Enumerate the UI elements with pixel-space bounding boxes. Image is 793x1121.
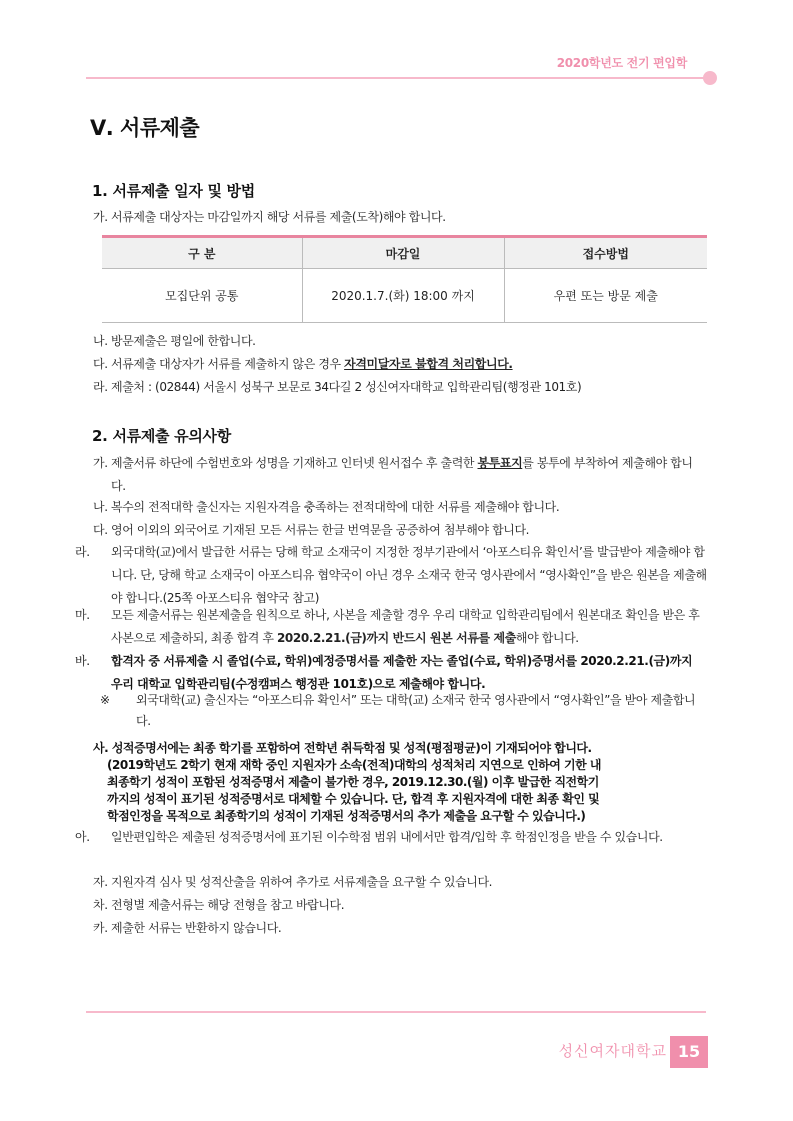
section-1-title: 1. 서류제출 일자 및 방법 bbox=[92, 182, 255, 200]
s2-item-sa bbox=[93, 740, 713, 825]
s2-item-ra bbox=[75, 541, 707, 610]
item-label: 가. bbox=[93, 210, 108, 224]
table-row bbox=[102, 269, 707, 323]
item-text: 전형별 제출서류는 해당 전형을 참고 바랍니다. bbox=[111, 898, 345, 912]
item-label: 다. bbox=[93, 523, 108, 537]
s1-item-ra bbox=[93, 376, 707, 399]
item-text: 모든 제출서류는 원본제출을 원칙으로 하나, 사본을 제출할 경우 우리 대학교 입학관리팀에서 원본대조 확인을 받은 후 사본으로 제출하되, 최종 합격 후 bbox=[111, 608, 700, 645]
item-label: 차. bbox=[93, 898, 108, 912]
s2-item-ga bbox=[93, 452, 707, 498]
item-text: 합격자 중 서류제출 시 졸업(수료, 학위)예정증명서를 제출한 자는 졸업(수료, 학위)증명서를 2020.2.21.(금)까지 우리 대학교 입학관리팀(수정캠퍼스 행정관 101호)으로 제출해야 합니다. bbox=[111, 654, 693, 691]
item-text: 복수의 전적대학 출신자는 지원자격을 충족하는 전적대학에 대한 서류를 제출해야 합니다. bbox=[111, 500, 560, 514]
item-label: 라. bbox=[93, 380, 108, 394]
item-label: 다. bbox=[93, 357, 108, 371]
item-label: 라. bbox=[75, 545, 90, 559]
item-text-line: 까지의 성적이 표기된 성적증명서로 대체할 수 있습니다. 단, 합격 후 지원자격에 대한 최종 확인 및 bbox=[107, 792, 600, 806]
item-label: 자. bbox=[93, 875, 108, 889]
s2-item-na bbox=[93, 496, 707, 519]
s1-item-ga bbox=[93, 206, 707, 229]
item-text: 성적증명서에는 최종 학기를 포함하여 전학년 취득학점 및 성적(평점평균)이 기재되어야 합니다. bbox=[111, 741, 592, 755]
s2-item-da bbox=[93, 519, 707, 542]
item-label: 나. bbox=[93, 334, 108, 348]
item-text: 를 봉투에 부착하여 제출해야 합니다. bbox=[111, 456, 693, 493]
item-text: 일반편입학은 제출된 성적증명서에 표기된 이수학점 범위 내에서만 합격/입학 후 학점인정을 받을 수 있습니다. bbox=[111, 830, 663, 844]
disqualification-notice: 자격미달자로 불합격 처리합니다. bbox=[344, 357, 513, 371]
item-text: 서류제출 대상자는 마감일까지 해당 서류를 제출(도착)해야 합니다. bbox=[111, 210, 446, 224]
page-number: 15 bbox=[670, 1036, 708, 1068]
item-text: 지원자격 심사 및 성적산출을 위하여 추가로 서류제출을 요구할 수 있습니다. bbox=[111, 875, 493, 889]
item-text-line: 최종학기 성적이 포함된 성적증명서 제출이 불가한 경우, 2019.12.30.(월) 이후 발급한 직전학기 bbox=[107, 775, 599, 789]
table-header-method: 접수방법 bbox=[504, 237, 707, 269]
note-mark: ※ bbox=[100, 693, 110, 707]
item-text-line: (2019학년도 2학기 현재 재학 중인 지원자가 소속(전적)대학의 성적처리 지연으로 인하여 기한 내 bbox=[107, 758, 601, 772]
item-text: 해야 합니다. bbox=[515, 631, 579, 645]
note-text: 외국대학(교) 출신자는 “아포스티유 확인서” 또는 대학(교) 소재국 한국 영사관에서 “영사확인”을 받아 제출합니다. bbox=[136, 693, 696, 728]
table-cell-category: 모집단위 공통 bbox=[102, 269, 302, 323]
envelope-cover-emph: 봉투표지 bbox=[477, 456, 523, 470]
item-text: 방문제출은 평일에 한합니다. bbox=[111, 334, 256, 348]
header-divider bbox=[86, 77, 706, 79]
table-cell-deadline: 2020.1.7.(화) 18:00 까지 bbox=[302, 269, 504, 323]
item-text: 서류제출 대상자가 서류를 제출하지 않은 경우 bbox=[111, 357, 345, 371]
table-header-category: 구 분 bbox=[102, 237, 302, 269]
table-header-deadline: 마감일 bbox=[302, 237, 504, 269]
s2-item-a bbox=[75, 826, 707, 849]
s2-item-ma bbox=[75, 604, 707, 650]
running-header-title: 2020학년도 전기 편입학 bbox=[556, 56, 687, 70]
submission-table bbox=[102, 235, 707, 323]
s2-item-cha bbox=[93, 894, 707, 917]
footer-divider bbox=[86, 1011, 706, 1013]
item-text: 제출처 : (02844) 서울시 성북구 보문로 34다길 2 성신여자대학교 입학관리팀(행정관 101호) bbox=[111, 380, 582, 394]
s1-item-da bbox=[93, 353, 707, 376]
item-label: 바. bbox=[75, 654, 90, 668]
section-2-title: 2. 서류제출 유의사항 bbox=[92, 427, 231, 445]
item-label: 가. bbox=[93, 456, 108, 470]
original-docs-deadline-emph: 2020.2.21.(금)까지 반드시 원본 서류를 제출 bbox=[276, 631, 516, 645]
table-cell-method: 우편 또는 방문 제출 bbox=[504, 269, 707, 323]
item-label: 카. bbox=[93, 921, 108, 935]
item-label: 마. bbox=[75, 608, 90, 622]
footer-school-name: 성신여자대학교 bbox=[558, 1042, 667, 1060]
item-text: 영어 이외의 외국어로 기재된 모든 서류는 한글 번역문을 공증하여 첨부해야 합니다. bbox=[111, 523, 530, 537]
s2-item-ka bbox=[93, 917, 707, 940]
chapter-title: Ⅴ. 서류제출 bbox=[90, 116, 200, 140]
item-label: 사. bbox=[93, 741, 109, 755]
item-label: 나. bbox=[93, 500, 108, 514]
s2-item-ja bbox=[93, 871, 707, 894]
item-text: 외국대학(교)에서 발급한 서류는 당해 학교 소재국이 지정한 정부기관에서 ‘아포스티유 확인서’를 발급받아 제출해야 합니다. 단, 당해 학교 소재국이 아포스티유 협약국이 아닌 경우 소재국 한국 영사관에서 “영사확인”을 받은 원본을 제출해야 합니다.(25쪽 아포스티유 협약국 참고) bbox=[111, 545, 707, 605]
item-label: 아. bbox=[75, 830, 90, 844]
item-text-line: 학점인정을 목적으로 최종학기의 성적이 기재된 성적증명서의 추가 제출을 요구할 수 있습니다.) bbox=[107, 809, 586, 823]
item-text: 제출서류 하단에 수험번호와 성명을 기재하고 인터넷 원서접수 후 출력한 bbox=[111, 456, 478, 470]
item-text: 제출한 서류는 반환하지 않습니다. bbox=[111, 921, 282, 935]
s2-note bbox=[100, 690, 698, 732]
s1-item-na bbox=[93, 330, 707, 353]
header-dot bbox=[703, 71, 717, 85]
